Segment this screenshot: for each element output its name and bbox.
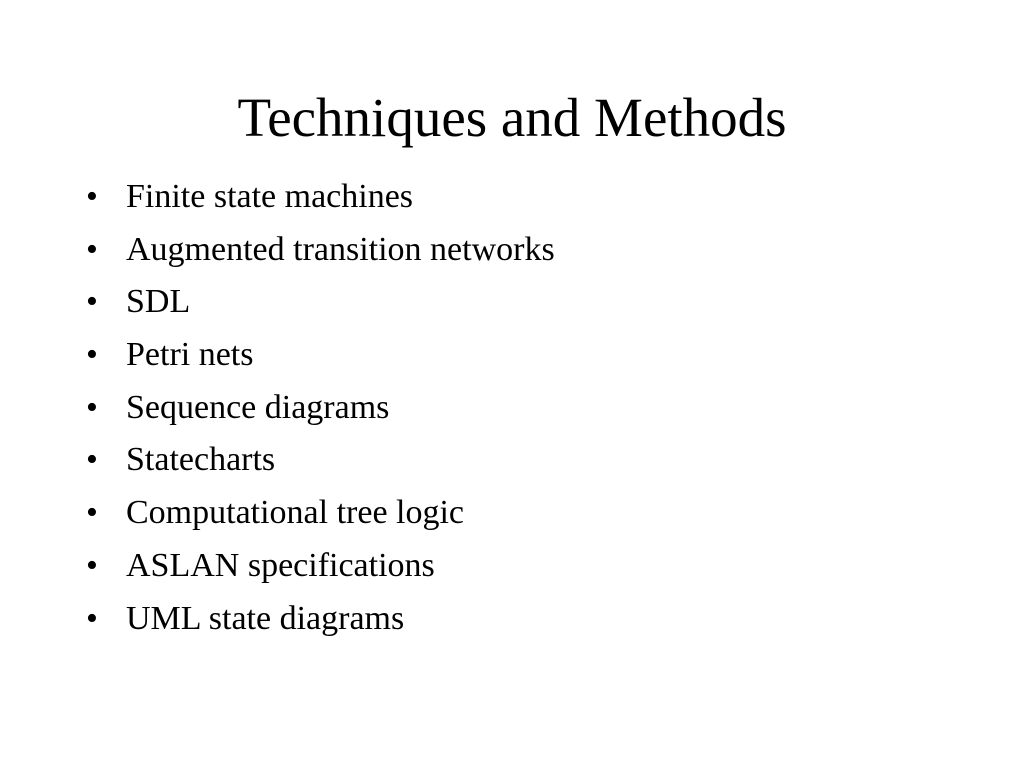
list-item-text: Petri nets	[126, 336, 254, 374]
list-item	[86, 171, 555, 224]
bullet-icon: •	[86, 336, 98, 374]
bullet-icon: •	[86, 494, 98, 532]
slide-title: Techniques and Methods	[237, 87, 787, 148]
list-item	[86, 540, 555, 593]
list-item-text: ASLAN specifications	[126, 546, 435, 584]
list-item-text: Sequence diagrams	[126, 388, 390, 426]
list-item-text: SDL	[126, 283, 191, 321]
list-item	[86, 329, 555, 382]
bullet-icon: •	[86, 178, 98, 215]
bullet-icon: •	[86, 230, 98, 268]
bullet-icon: •	[86, 388, 98, 426]
bullet-list	[86, 171, 555, 645]
list-item	[86, 224, 555, 277]
list-item-text: Augmented transition networks	[126, 230, 555, 268]
list-item-text: UML state diagrams	[126, 599, 405, 637]
list-item	[86, 382, 555, 435]
list-item	[86, 276, 555, 329]
list-item-text: Statecharts	[126, 441, 276, 479]
bullet-icon: •	[86, 441, 98, 479]
bullet-icon: •	[86, 283, 98, 321]
list-item	[86, 487, 555, 540]
list-item-text: Finite state machines	[126, 178, 414, 215]
list-item-text: Computational tree logic	[126, 494, 465, 532]
list-item	[86, 593, 555, 646]
bullet-icon: •	[86, 599, 98, 637]
bullet-icon: •	[86, 546, 98, 584]
list-item	[86, 434, 555, 487]
